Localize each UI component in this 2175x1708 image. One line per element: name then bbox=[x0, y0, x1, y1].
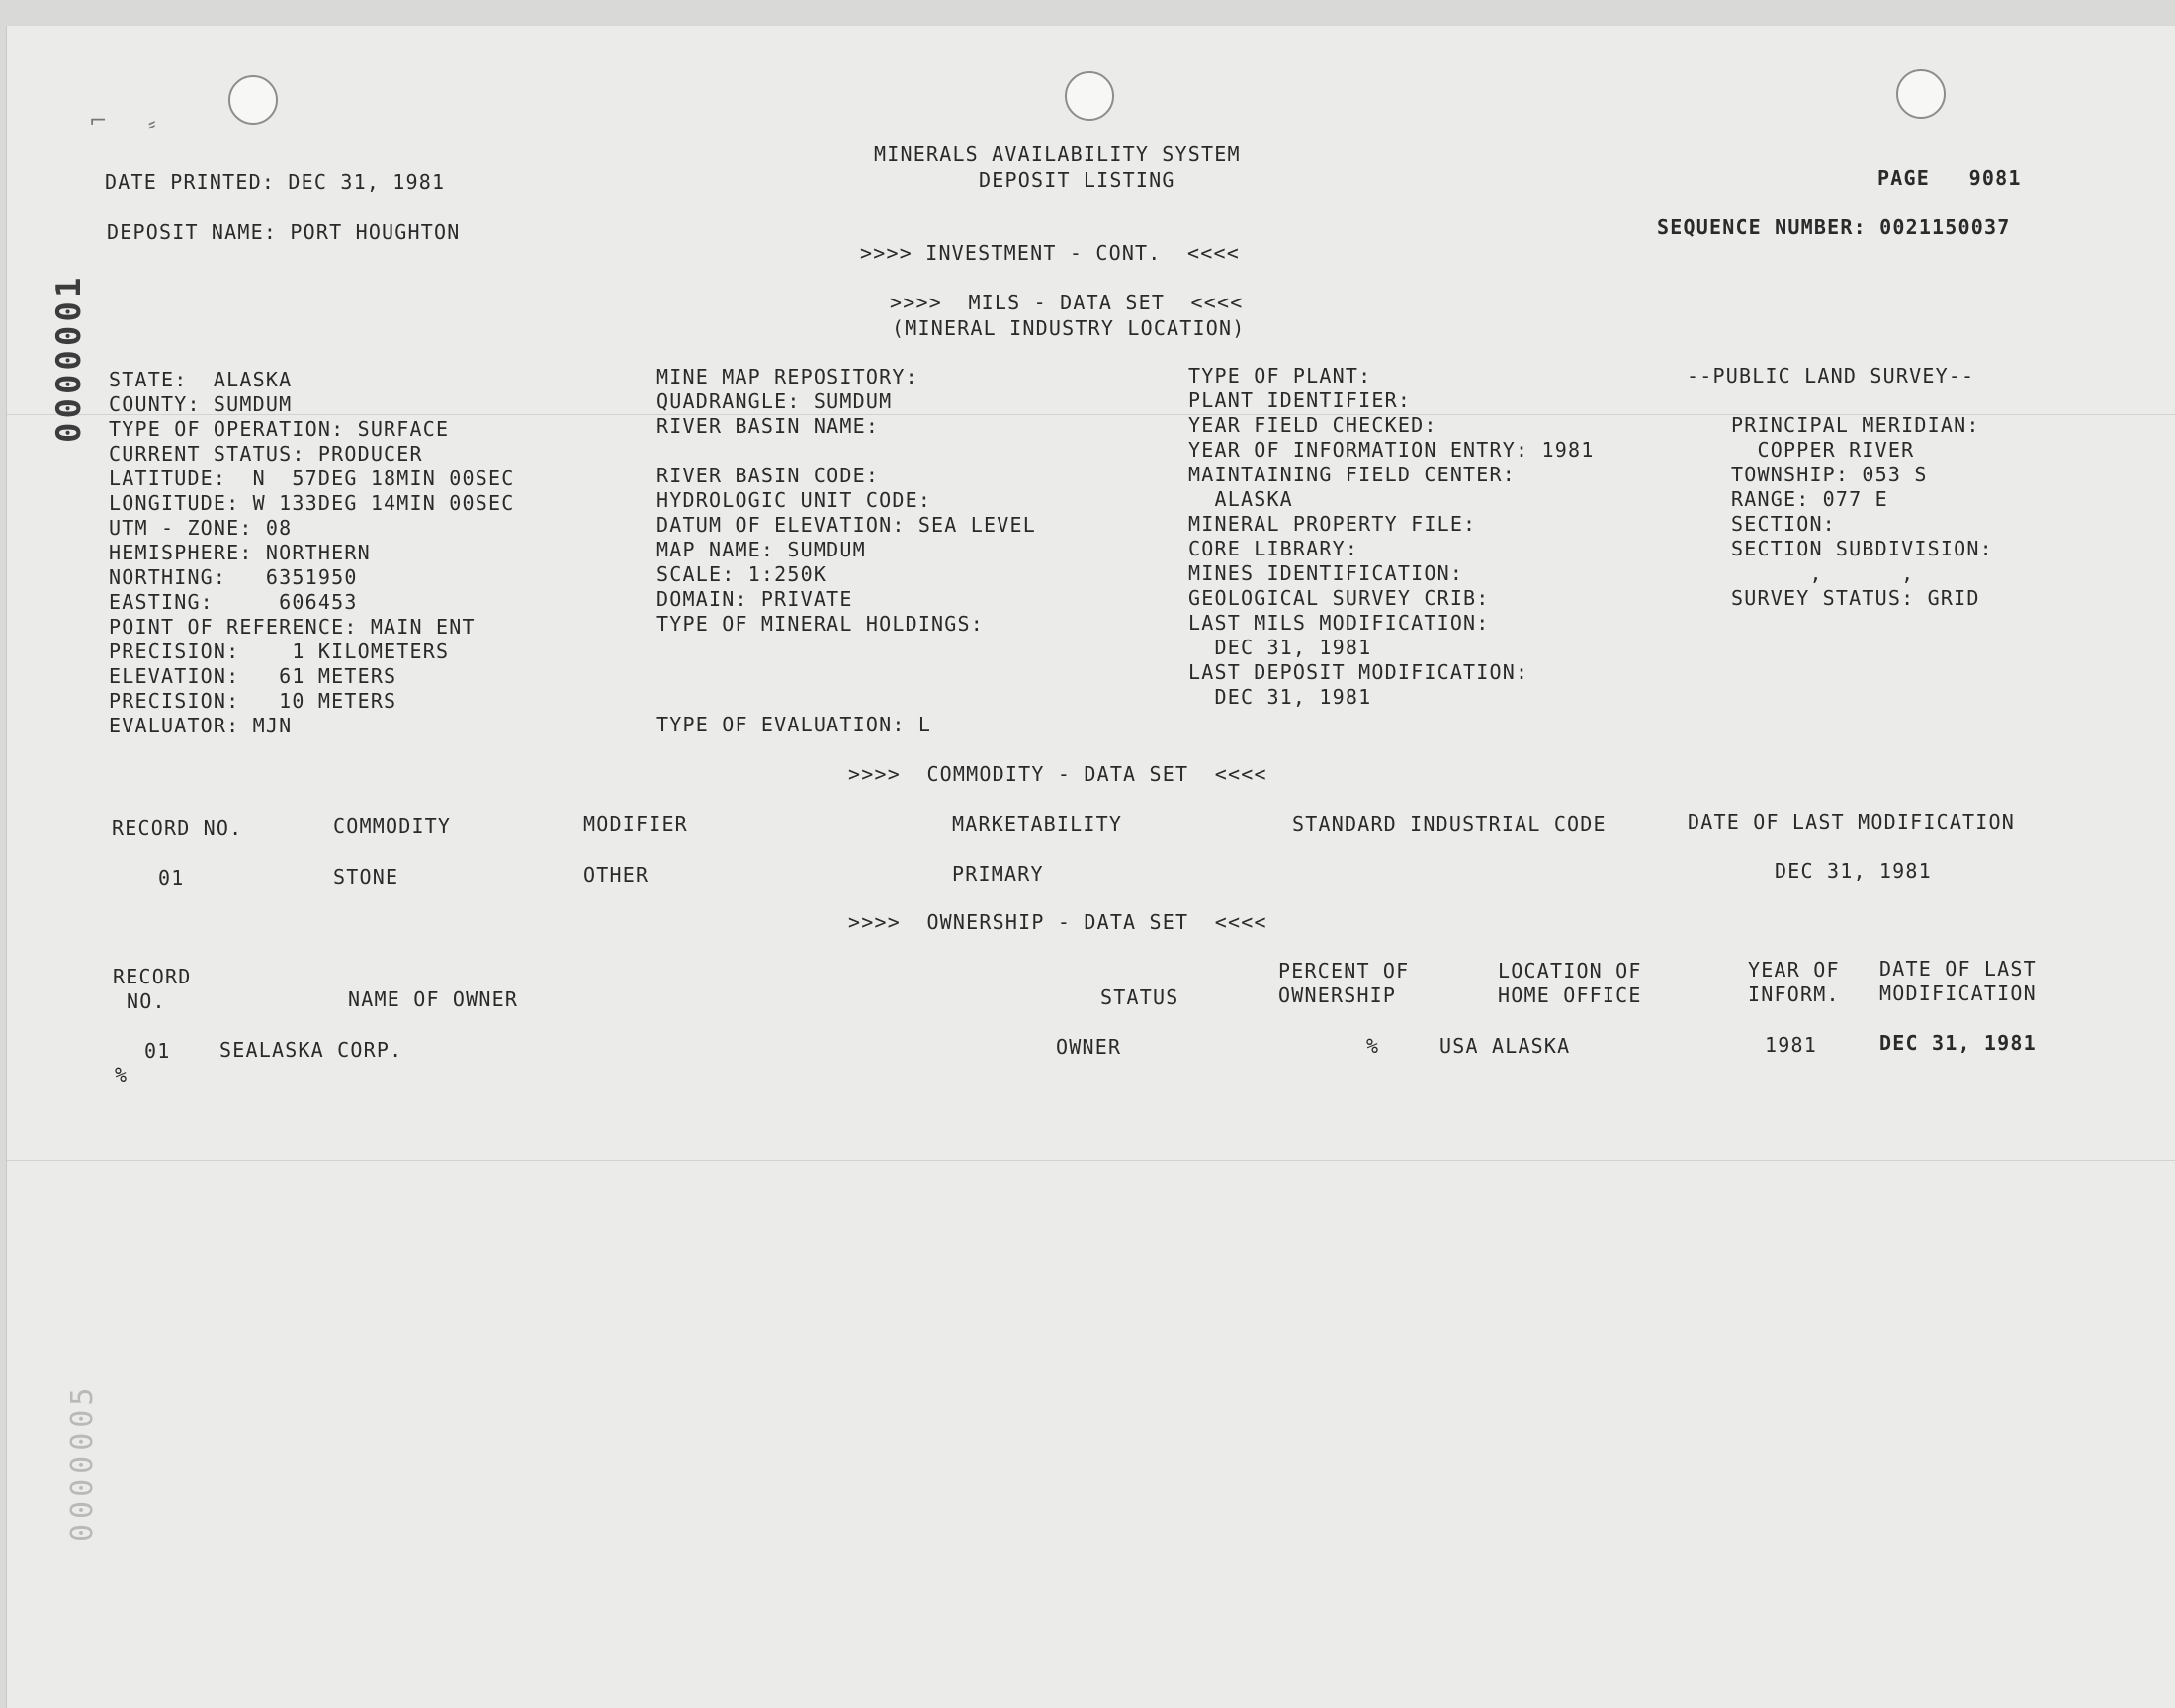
table-cell: OWNER bbox=[1056, 1035, 1122, 1059]
field-line: PRINCIPAL MERIDIAN: bbox=[1731, 413, 1980, 437]
field-line: TYPE OF OPERATION: SURFACE bbox=[109, 417, 450, 441]
field-line: DATUM OF ELEVATION: SEA LEVEL bbox=[656, 513, 1036, 537]
mils-subheading: (MINERAL INDUSTRY LOCATION) bbox=[892, 316, 1246, 340]
mils-heading: >>>> MILS - DATA SET <<<< bbox=[890, 291, 1244, 314]
table-cell: DEC 31, 1981 bbox=[1879, 1031, 2037, 1055]
column-header: MODIFIER bbox=[583, 812, 688, 836]
punch-hole-center bbox=[1065, 71, 1114, 121]
ownership-heading: >>>> OWNERSHIP - DATA SET <<<< bbox=[848, 910, 1267, 934]
column-header: OWNERSHIP bbox=[1278, 983, 1397, 1007]
field-line: COUNTY: SUMDUM bbox=[109, 392, 293, 416]
field-line: UTM - ZONE: 08 bbox=[109, 516, 293, 540]
field-line: MINES IDENTIFICATION: bbox=[1188, 561, 1464, 585]
column-header: MARKETABILITY bbox=[952, 812, 1123, 836]
field-line: HYDROLOGIC UNIT CODE: bbox=[656, 488, 932, 512]
field-line: QUADRANGLE: SUMDUM bbox=[656, 389, 893, 413]
field-line: ALASKA bbox=[1188, 487, 1293, 511]
field-line: LATITUDE: N 57DEG 18MIN 00SEC bbox=[109, 467, 515, 490]
fold-line bbox=[7, 1160, 2175, 1161]
field-line: CURRENT STATUS: PRODUCER bbox=[109, 442, 423, 466]
column-header: RECORD bbox=[113, 965, 192, 988]
table-cell: OTHER bbox=[583, 863, 650, 887]
table-cell: 1981 bbox=[1765, 1033, 1817, 1057]
pen-mark: ⌐ bbox=[89, 109, 108, 133]
table-cell: PRIMARY bbox=[952, 862, 1044, 886]
field-line: , , bbox=[1731, 561, 1915, 585]
column-header: MODIFICATION bbox=[1879, 982, 2037, 1005]
field-line: COPPER RIVER bbox=[1731, 438, 1915, 462]
table-cell: DEC 31, 1981 bbox=[1775, 859, 1932, 883]
page-number: PAGE 9081 bbox=[1877, 166, 2022, 190]
table-cell: STONE bbox=[333, 865, 399, 889]
field-line: SURVEY STATUS: GRID bbox=[1731, 586, 1980, 610]
column-header: DATE OF LAST bbox=[1879, 957, 2037, 981]
field-line: SCALE: 1:250K bbox=[656, 562, 827, 586]
survey-heading: --PUBLIC LAND SURVEY-- bbox=[1687, 364, 1975, 387]
field-line: CORE LIBRARY: bbox=[1188, 537, 1359, 560]
field-line: NORTHING: 6351950 bbox=[109, 565, 358, 589]
table-cell: % bbox=[1366, 1034, 1380, 1058]
table-cell: SEALASKA CORP. bbox=[219, 1038, 403, 1062]
date-printed: DATE PRINTED: DEC 31, 1981 bbox=[105, 170, 446, 194]
column-header: STANDARD INDUSTRIAL CODE bbox=[1292, 812, 1607, 836]
field-line: DEC 31, 1981 bbox=[1188, 685, 1372, 709]
field-line: RIVER BASIN NAME: bbox=[656, 414, 880, 438]
table-cell: 01 bbox=[158, 866, 185, 890]
field-line: PLANT IDENTIFIER: bbox=[1188, 388, 1412, 412]
field-line: LAST MILS MODIFICATION: bbox=[1188, 611, 1490, 635]
margin-stamp-top: 0000001 bbox=[49, 273, 89, 443]
punch-hole-left bbox=[228, 75, 278, 125]
investment-heading: >>>> INVESTMENT - CONT. <<<< bbox=[860, 241, 1240, 265]
field-line: HEMISPHERE: NORTHERN bbox=[109, 541, 371, 564]
field-line: TOWNSHIP: 053 S bbox=[1731, 463, 1928, 486]
field-line: MINE MAP REPOSITORY: bbox=[656, 365, 918, 388]
field-line: SECTION SUBDIVISION: bbox=[1731, 537, 1993, 560]
column-header: HOME OFFICE bbox=[1498, 983, 1642, 1007]
column-header: INFORM. bbox=[1748, 982, 1840, 1006]
field-line: DEC 31, 1981 bbox=[1188, 636, 1372, 659]
column-header: YEAR OF bbox=[1748, 958, 1840, 982]
field-line: YEAR OF INFORMATION ENTRY: 1981 bbox=[1188, 438, 1595, 462]
field-line: TYPE OF PLANT: bbox=[1188, 364, 1372, 387]
field-line: TYPE OF MINERAL HOLDINGS: bbox=[656, 612, 985, 636]
column-header: NAME OF OWNER bbox=[348, 987, 519, 1011]
field-line: MAINTAINING FIELD CENTER: bbox=[1188, 463, 1517, 486]
pen-mark: ⸗ bbox=[148, 112, 156, 136]
field-line: PRECISION: 10 METERS bbox=[109, 689, 397, 713]
field-line: MAP NAME: SUMDUM bbox=[656, 538, 866, 561]
deposit-name: DEPOSIT NAME: PORT HOUGHTON bbox=[107, 220, 461, 244]
column-header: RECORD NO. bbox=[112, 816, 243, 840]
commodity-heading: >>>> COMMODITY - DATA SET <<<< bbox=[848, 762, 1267, 786]
column-header: COMMODITY bbox=[333, 814, 452, 838]
column-header: STATUS bbox=[1100, 985, 1179, 1009]
sequence-number: SEQUENCE NUMBER: 0021150037 bbox=[1657, 215, 2011, 239]
field-line: TYPE OF EVALUATION: L bbox=[656, 713, 932, 736]
field-line: DOMAIN: PRIVATE bbox=[656, 587, 853, 611]
column-header: LOCATION OF bbox=[1498, 959, 1642, 982]
field-line: PRECISION: 1 KILOMETERS bbox=[109, 640, 450, 663]
field-line: GEOLOGICAL SURVEY CRIB: bbox=[1188, 586, 1490, 610]
field-line: EVALUATOR: MJN bbox=[109, 714, 293, 737]
field-line: POINT OF REFERENCE: MAIN ENT bbox=[109, 615, 476, 639]
table-cell: 01 bbox=[144, 1039, 171, 1063]
column-header: NO. bbox=[127, 989, 166, 1013]
field-line: LONGITUDE: W 133DEG 14MIN 00SEC bbox=[109, 491, 515, 515]
field-line: ELEVATION: 61 METERS bbox=[109, 664, 397, 688]
column-header: DATE OF LAST MODIFICATION bbox=[1688, 811, 2016, 834]
field-line: EASTING: 606453 bbox=[109, 590, 358, 614]
field-line: STATE: ALASKA bbox=[109, 368, 293, 391]
listing-title: DEPOSIT LISTING bbox=[979, 168, 1175, 192]
trailer-mark: % bbox=[115, 1064, 129, 1087]
field-line: RANGE: 077 E bbox=[1731, 487, 1888, 511]
field-line: MINERAL PROPERTY FILE: bbox=[1188, 512, 1477, 536]
table-cell: USA ALASKA bbox=[1439, 1034, 1571, 1058]
punch-hole-right bbox=[1896, 69, 1946, 119]
field-line: RIVER BASIN CODE: bbox=[656, 464, 880, 487]
field-line: LAST DEPOSIT MODIFICATION: bbox=[1188, 660, 1529, 684]
margin-stamp-bottom: 0000005 bbox=[65, 1382, 100, 1542]
column-header: PERCENT OF bbox=[1278, 959, 1410, 982]
field-line: SECTION: bbox=[1731, 512, 1836, 536]
field-line: YEAR FIELD CHECKED: bbox=[1188, 413, 1437, 437]
system-title: MINERALS AVAILABILITY SYSTEM bbox=[874, 142, 1241, 166]
